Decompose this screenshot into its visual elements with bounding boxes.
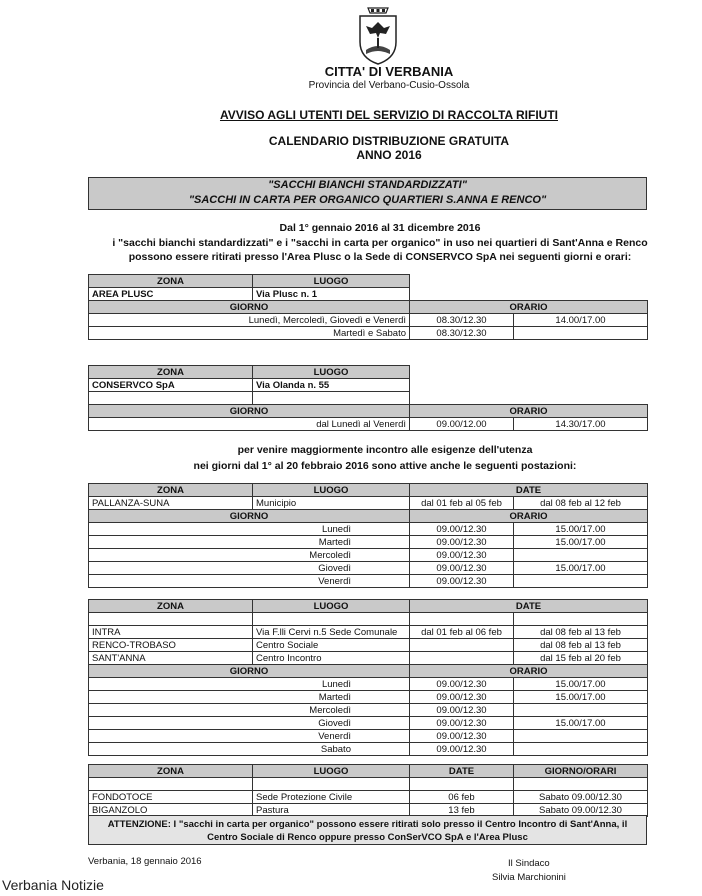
luogo-header: LUOGO [253,484,410,497]
luogo-cell: Via Olanda n. 55 [253,379,410,392]
attention-box [88,815,647,845]
intro-line-2: i "sacchi bianchi standardizzati" e i "sacchi in carta per organico" in uso nei quartieri di Sant'Anna e Renco [112,237,648,249]
attention-line-2: Centro Sociale di Renco oppure presso ConSerVCO SpA e l'Area Plusc [207,832,528,843]
giorno-cell: Mercoledì [89,549,410,562]
table-row [89,730,648,743]
intro-line-3: possono essere ritirati presso l'Area Plusc o la Sede di CONSERVCO SpA nei seguenti giorni e orari: [128,251,632,263]
zona-cell: RENCO-TROBASO [89,639,253,652]
giorno-cell: Giovedì [89,562,410,575]
giorno-cell: Martedì [89,691,410,704]
orari-cell: Sabato 09.00/12.30 [514,804,648,817]
giorno-cell: Martedì [89,536,410,549]
table-row [89,717,648,730]
orario-pm-cell [514,704,648,717]
table-row [89,562,648,575]
date-header: DATE [410,484,648,497]
table-conservco [88,365,648,431]
orario-am-cell: 09.00/12.30 [410,562,514,575]
zona-cell: BIGANZOLO [89,804,253,817]
date-cell: dal 01 feb al 06 feb [410,626,514,639]
orario-header: ORARIO [410,301,648,314]
attention-line-1: ATTENZIONE: I "sacchi in carta per organico" possono essere ritirati solo presso il Centro Incontro di Sant'Anna, il [107,819,628,830]
table-row [89,314,648,327]
date-cell [410,639,514,652]
intro-line-1: Dal 1° gennaio 2016 al 31 dicembre 2016 [279,222,481,234]
zona-cell: CONSERVCO SpA [89,379,253,392]
table-row [89,791,648,804]
zona-cell: FONDOTOCE [89,791,253,804]
zona-cell: INTRA [89,626,253,639]
orario-header: ORARIO [410,405,648,418]
giorno-header: GIORNO [89,405,410,418]
luogo-header: LUOGO [253,366,410,379]
giorno-cell: Sabato [89,743,410,756]
giorno-cell: Lunedì [89,678,410,691]
signer-name: Silvia Marchionini [492,872,566,883]
table-area-plusc [88,274,648,340]
calendar-title: CALENDARIO DISTRIBUZIONE GRATUITA [268,134,510,148]
document-date: Verbania, 18 gennaio 2016 [88,856,202,867]
table-pallanza-suna [88,483,648,588]
giorno-header: GIORNO [89,510,410,523]
notice-title: AVVISO AGLI UTENTI DEL SERVIZIO DI RACCOLTA RIFIUTI [219,108,558,122]
banner-line-1: "SACCHI BIANCHI STANDARDIZZATI" [268,179,467,191]
giorno-cell: Martedì e Sabato [89,327,410,340]
table-row [89,652,648,665]
zona-header: ZONA [89,600,253,613]
table-row [89,691,648,704]
giorno-cell: Lunedì [89,523,410,536]
date-cell: 06 feb [410,791,514,804]
orario-am-cell: 09.00/12.30 [410,523,514,536]
table-row [89,743,648,756]
orario-am-cell: 08.30/12.30 [410,327,514,340]
orario-header: ORARIO [410,510,648,523]
luogo-cell: Municipio [253,497,410,510]
orario-pm-cell [514,549,648,562]
orario-am-cell: 09.00/12.00 [410,418,514,431]
date-cell: dal 15 feb al 20 feb [514,652,648,665]
luogo-cell: Centro Sociale [253,639,410,652]
bags-banner [88,177,647,210]
date-cell: dal 01 feb al 05 feb [410,497,514,510]
orario-am-cell: 09.00/12.30 [410,743,514,756]
watermark: Verbania Notizie [2,877,104,893]
province-name: Provincia del Verbano-Cusio-Ossola [308,80,470,91]
date-header: DATE [410,600,648,613]
orario-am-cell: 09.00/12.30 [410,730,514,743]
city-name: CITTA' DI VERBANIA [324,64,454,79]
giorno-orari-header: GIORNO/ORARI [514,765,648,778]
luogo-header: LUOGO [253,600,410,613]
orario-pm-cell: 15.00/17.00 [514,536,648,549]
zona-header: ZONA [89,484,253,497]
orario-am-cell: 09.00/12.30 [410,717,514,730]
date-cell [410,652,514,665]
table-row [89,704,648,717]
luogo-cell: Pastura [253,804,410,817]
orario-am-cell: 09.00/12.30 [410,549,514,562]
orario-pm-cell [514,730,648,743]
giorno-cell: Venerdì [89,730,410,743]
table-row [89,575,648,588]
orario-pm-cell [514,327,648,340]
giorno-cell: Venerdì [89,575,410,588]
luogo-cell: Via F.lli Cervi n.5 Sede Comunale [253,626,410,639]
table-row [89,418,648,431]
zona-cell: AREA PLUSC [89,288,253,301]
orario-am-cell: 09.00/12.30 [410,678,514,691]
extra-info-line-2: nei giorni dal 1° al 20 febbraio 2016 sono attive anche le seguenti postazioni: [193,460,577,472]
signer-title: Il Sindaco [508,858,550,869]
orario-pm-cell: 14.30/17.00 [514,418,648,431]
giorno-cell: Lunedì, Mercoledì, Giovedì e Venerdì [89,314,410,327]
zona-cell: PALLANZA-SUNA [89,497,253,510]
giorno-header: GIORNO [89,665,410,678]
orario-pm-cell: 15.00/17.00 [514,562,648,575]
zona-header: ZONA [89,366,253,379]
orario-pm-cell: 15.00/17.00 [514,523,648,536]
giorno-header: GIORNO [89,301,410,314]
orario-pm-cell [514,575,648,588]
luogo-cell: Via Plusc n. 1 [253,288,410,301]
table-row [89,639,648,652]
orario-pm-cell: 15.00/17.00 [514,691,648,704]
table-row [89,536,648,549]
table-fondotoce-biganzolo [88,764,648,817]
zona-header: ZONA [89,275,253,288]
table-row [89,678,648,691]
orario-am-cell: 09.00/12.30 [410,575,514,588]
orario-header: ORARIO [410,665,648,678]
extra-info-line-1: per venire maggiormente incontro alle esigenze dell'utenza [237,444,533,456]
orario-pm-cell: 14.00/17.00 [514,314,648,327]
luogo-cell: Centro Incontro [253,652,410,665]
date-cell: dal 08 feb al 13 feb [514,626,648,639]
luogo-cell: Sede Protezione Civile [253,791,410,804]
zona-header: ZONA [89,765,253,778]
orario-pm-cell [514,743,648,756]
table-row [89,327,648,340]
luogo-header: LUOGO [253,275,410,288]
giorno-cell: dal Lunedì al Venerdì [89,418,410,431]
orario-pm-cell: 15.00/17.00 [514,717,648,730]
luogo-header: LUOGO [253,765,410,778]
date-header: DATE [410,765,514,778]
orario-am-cell: 09.00/12.30 [410,691,514,704]
orario-pm-cell: 15.00/17.00 [514,678,648,691]
banner-line-2: "SACCHI IN CARTA PER ORGANICO QUARTIERI S.ANNA E RENCO" [188,194,547,206]
date-cell: 13 feb [410,804,514,817]
date-cell: dal 08 feb al 12 feb [514,497,648,510]
calendar-year: ANNO 2016 [356,148,422,162]
orario-am-cell: 08.30/12.30 [410,314,514,327]
table-row [89,626,648,639]
giorno-cell: Giovedì [89,717,410,730]
table-row [89,549,648,562]
giorno-cell: Mercoledì [89,704,410,717]
orario-am-cell: 09.00/12.30 [410,536,514,549]
orario-am-cell: 09.00/12.30 [410,704,514,717]
city-crest-icon [354,6,402,66]
table-row [89,523,648,536]
zona-cell: SANT'ANNA [89,652,253,665]
date-cell: dal 08 feb al 13 feb [514,639,648,652]
orari-cell: Sabato 09.00/12.30 [514,791,648,804]
table-intra-renco-santanna [88,599,648,756]
